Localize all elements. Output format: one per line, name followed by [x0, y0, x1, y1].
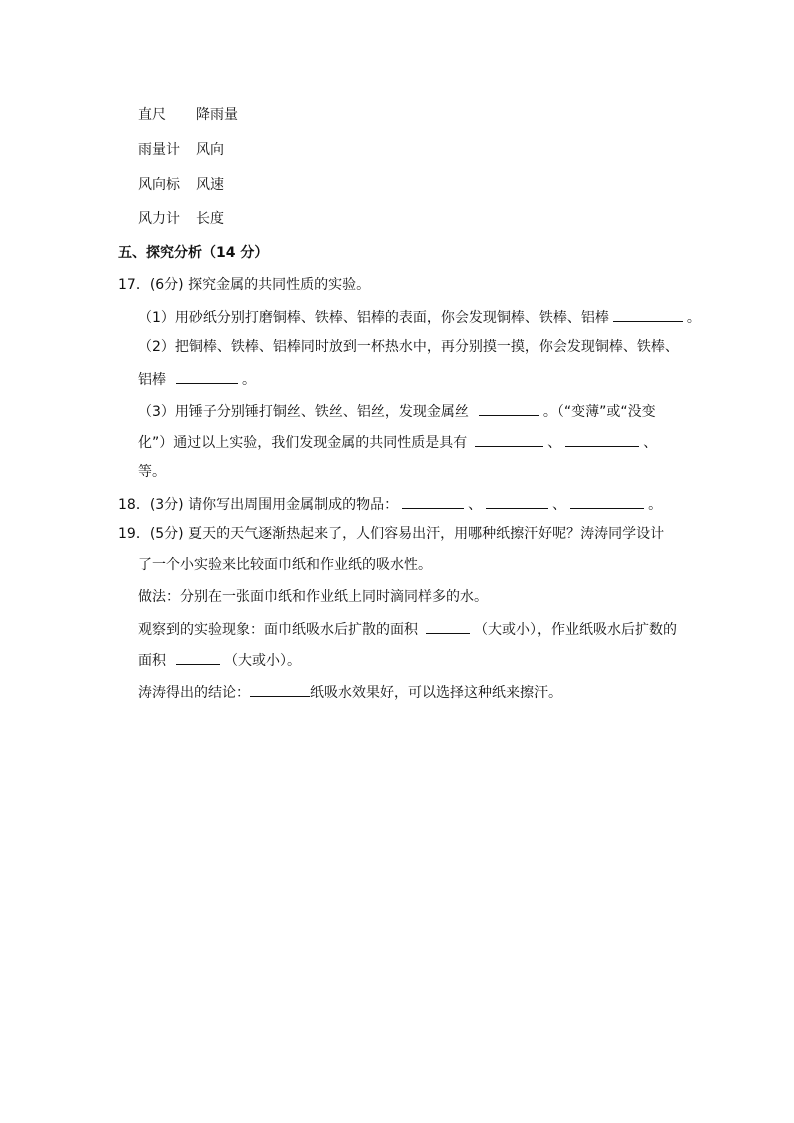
answer-blank[interactable]	[565, 431, 639, 447]
match-left: 直尺	[138, 107, 166, 123]
q17-part3	[138, 400, 656, 422]
q17-p3-sep1: 、	[547, 435, 562, 451]
match-row	[138, 140, 224, 160]
match-left: 雨量计	[138, 142, 180, 158]
q18	[118, 493, 662, 515]
q17-p3-text2: 化”）通过以上实验，我们发现金属的共同性质是具有	[138, 435, 468, 451]
q19-line1: 19．(5分) 夏天的天气逐渐热起来了，人们容易出汗，用哪种纸擦汗好呢？涛涛同学设计	[118, 526, 665, 542]
answer-blank[interactable]	[486, 493, 548, 509]
q18-end: 。	[648, 497, 663, 513]
q17-p1-end: 。	[686, 310, 701, 326]
q19-obs-hint: （大或小），作业纸吸水后扩数的	[474, 622, 677, 638]
q17-part2-cont	[138, 368, 256, 390]
q17-part3-cont	[138, 431, 657, 453]
q19-observation	[138, 618, 677, 640]
q17-p3-hint: 。（“变薄”或“没变	[542, 404, 656, 420]
q19-area-text: 面积	[138, 653, 166, 669]
q17-part2: （2）把铜棒、铁棒、铝棒同时放到一杯热水中，再分别摸一摸，你会发现铜棒、铁棒、	[138, 339, 679, 355]
match-left: 风力计	[138, 211, 180, 227]
match-right: 风向	[196, 142, 224, 158]
q19-concl-text: 涛涛得出的结论：	[138, 685, 250, 701]
q17-head: 17．(6分) 探究金属的共同性质的实验。	[118, 277, 371, 293]
answer-blank[interactable]	[613, 306, 683, 322]
answer-blank[interactable]	[570, 493, 644, 509]
q17-p3-text: （3）用锤子分别锤打铜丝、铁丝、铝丝，发现金属丝	[138, 404, 469, 420]
q18-sep1: 、	[468, 497, 483, 513]
q19-obs-text: 观察到的实验现象：面巾纸吸水后扩散的面积	[138, 622, 418, 638]
q19-observation-cont	[138, 649, 301, 671]
match-row	[138, 105, 238, 125]
q18-text: 18．(3分) 请你写出周围用金属制成的物品：	[118, 497, 399, 513]
q17-part1	[138, 306, 701, 328]
answer-blank[interactable]	[479, 400, 539, 416]
q17-p2-end: 。	[242, 372, 256, 388]
answer-blank[interactable]	[402, 493, 464, 509]
answer-blank[interactable]	[250, 681, 310, 697]
answer-blank[interactable]	[475, 431, 543, 447]
answer-blank[interactable]	[426, 618, 470, 634]
q17-p2-text: 铝棒	[138, 372, 166, 388]
section-title: 五、探究分析（14 分）	[118, 245, 269, 261]
answer-blank[interactable]	[176, 368, 238, 384]
match-row	[138, 175, 224, 195]
q19-area-hint: （大或小）。	[224, 653, 301, 669]
match-right: 长度	[196, 211, 224, 227]
q19-line2: 了一个小实验来比较面巾纸和作业纸的吸水性。	[138, 557, 432, 573]
q19-method: 做法：分别在一张面巾纸和作业纸上同时滴同样多的水。	[138, 589, 488, 605]
answer-blank[interactable]	[176, 649, 220, 665]
match-row	[138, 209, 224, 229]
match-right: 风速	[196, 177, 224, 193]
match-right: 降雨量	[196, 107, 238, 123]
q19-concl-end: 纸吸水效果好，可以选择这种纸来擦汗。	[310, 685, 562, 701]
q18-sep2: 、	[552, 497, 567, 513]
match-left: 风向标	[138, 177, 180, 193]
q17-p1-text: （1）用砂纸分别打磨铜棒、铁棒、铝棒的表面，你会发现铜棒、铁棒、铝棒	[138, 310, 609, 326]
q17-p3-sep2: 、	[643, 435, 658, 451]
q17-part3-end: 等。	[138, 464, 166, 480]
q19-conclusion	[138, 681, 562, 703]
